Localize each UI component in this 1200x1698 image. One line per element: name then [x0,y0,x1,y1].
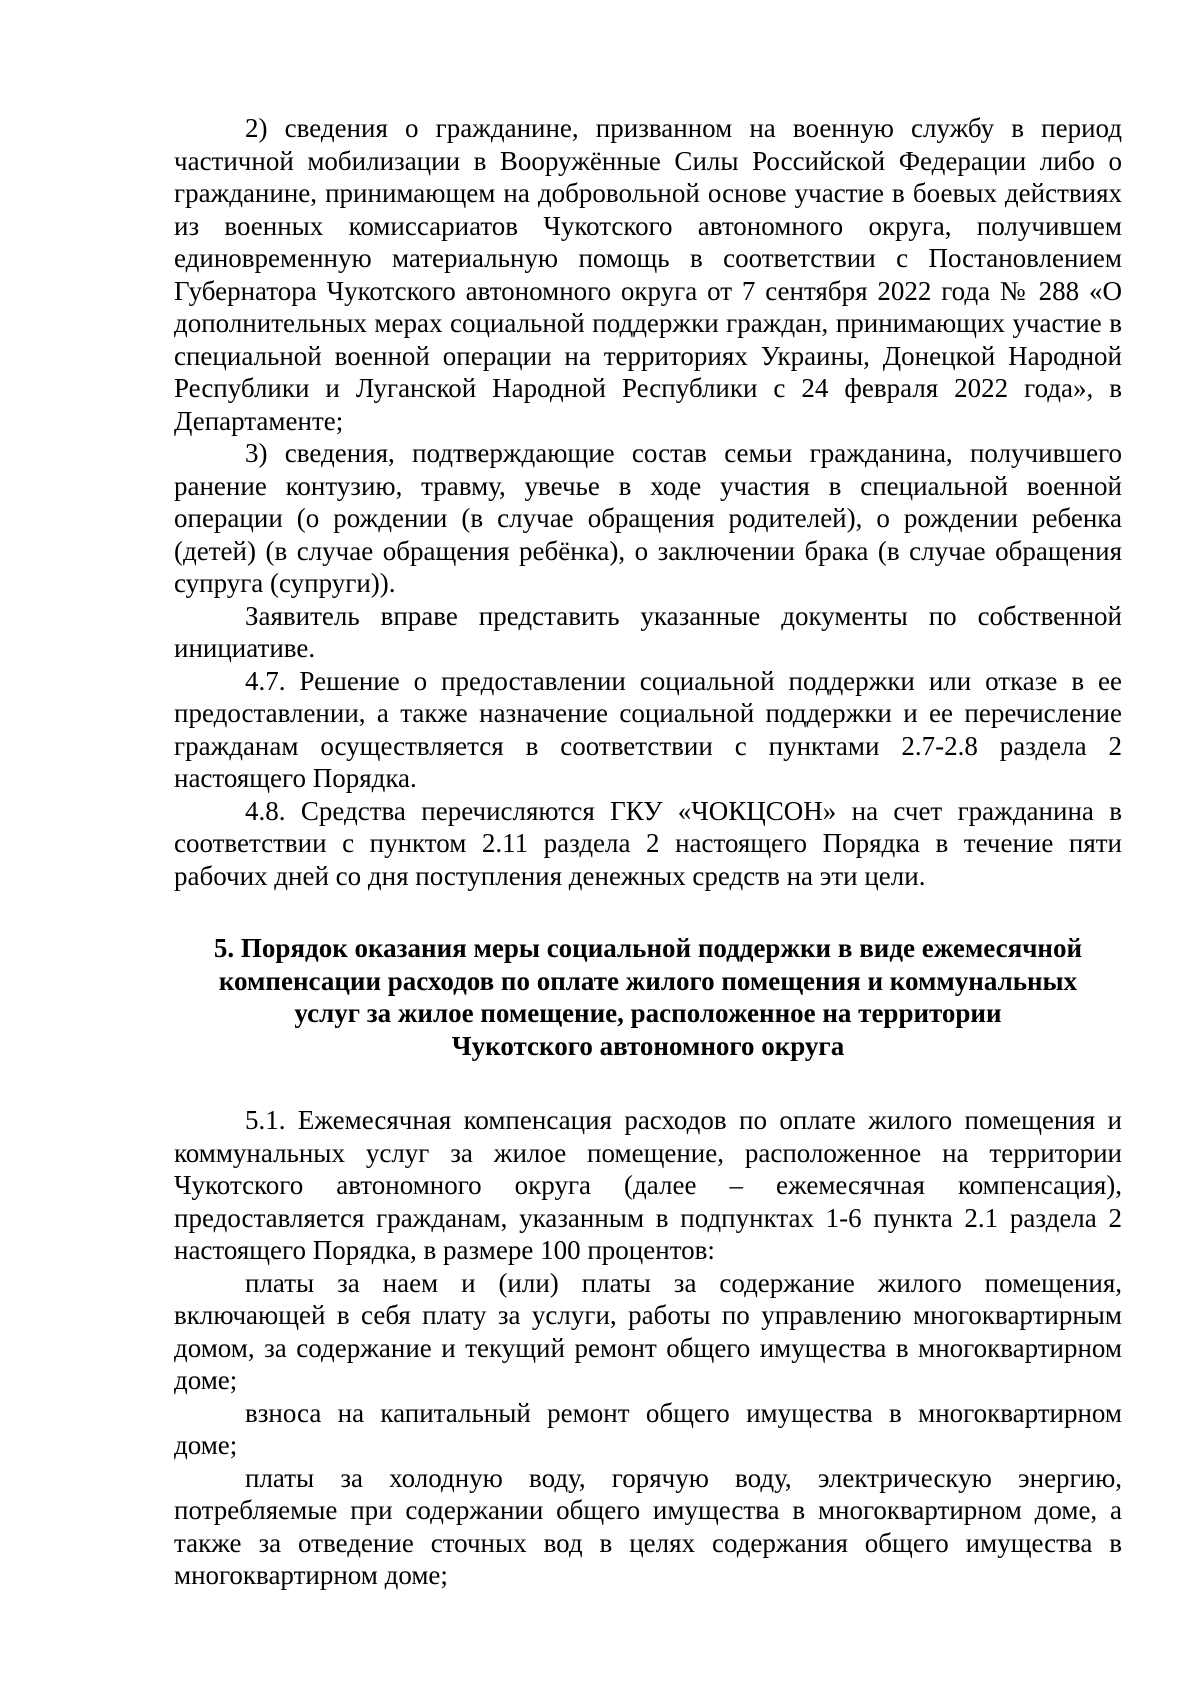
paragraph-4-8-funds-transfer: 4.8. Средства перечисляются ГКУ «ЧОКЦСОН» на счет гражданина в соответствии с пунктом 2.11 раздела 2 настоящего Порядка в течение пяти рабочих дней со дня поступления денежных средств на эти цели. [174,795,1122,891]
paragraph-5-1-monthly-compensation: 5.1. Ежемесячная компенсация расходов по оплате жилого помещения и коммунальных услуг за жилое помещение, расположенное на территории Чукотского автономного округа (далее – ежемесячная компенсация), предоставляется гражданам, указанным в подпунктах 1-6 пункта 2.1 раздела 2 настоящего Порядка, в размере 100 процентов: [174,1105,1122,1265]
paragraph-3-family-composition: 3) сведения, подтверждающие состав семьи гражданина, получившего ранение контузию, травму, увечье в ходе участия в специальной военной операции (о рождении (в случае обращения родителей), о рождении ребенка (детей) (в случае обращения ребёнка), о заключении брака (в случае обращения супруга (супруги)). [174,438,1122,598]
paragraph-applicant-right: Заявитель вправе представить указанные документы по собственной инициативе. [174,600,1122,663]
section-title-line: 5. Порядок оказания меры социальной поддержки в виде ежемесячной [213,933,1083,963]
document-page [174,112,1122,1592]
section-5-title [174,932,1122,1062]
section-title-line: компенсации расходов по оплате жилого помещения и коммунальных [218,965,1078,996]
section-title-line: Чукотского автономного округа [451,1030,845,1061]
paragraph-rent-maintenance-fee: платы за наем и (или) платы за содержание жилого помещения, включающей в себя плату за услуги, работы по управлению многоквартирным домом, за содержание и текущий ремонт общего имущества в многоквартирном доме; [174,1267,1122,1395]
paragraph-4-7-decision: 4.7. Решение о предоставлении социальной поддержки или отказе в ее предоставлении, а также назначение социальной поддержки и ее перечисление гражданам осуществляется в соответствии с пунктами 2.7-2.8 раздела 2 настоящего Порядка. [174,665,1122,793]
paragraph-utilities-fee: платы за холодную воду, горячую воду, электрическую энергию, потребляемые при содержании общего имущества в многоквартирном доме, а также за отведение сточных вод в целях содержания общего имущества в многоквартирном доме; [174,1462,1122,1590]
paragraph-2-mobilization-info: 2) сведения о гражданине, призванном на военную службу в период частичной мобилизации в Вооружённые Силы Российской Федерации либо о гражданине, принимающем на добровольной основе участие в боевых действиях из военных комиссариатов Чукотского автономного округа, получившем единовременную материальную помощь в соответствии с Постановлением Губернатора Чукотского автономного округа от 7 сентября 2022 года № 288 «О дополнительных мерах социальной поддержки граждан, принимающих участие в специальной военной операции на территориях Украины, Донецкой Народной Республики и Луганской Народной Республики с 24 февраля 2022 года», в Департаменте; [174,113,1122,436]
paragraph-capital-repair-fee: взноса на капитальный ремонт общего имущества в многоквартирном доме; [174,1397,1122,1460]
section-title-line: услуг за жилое помещение, расположенное на территории [294,998,1002,1028]
